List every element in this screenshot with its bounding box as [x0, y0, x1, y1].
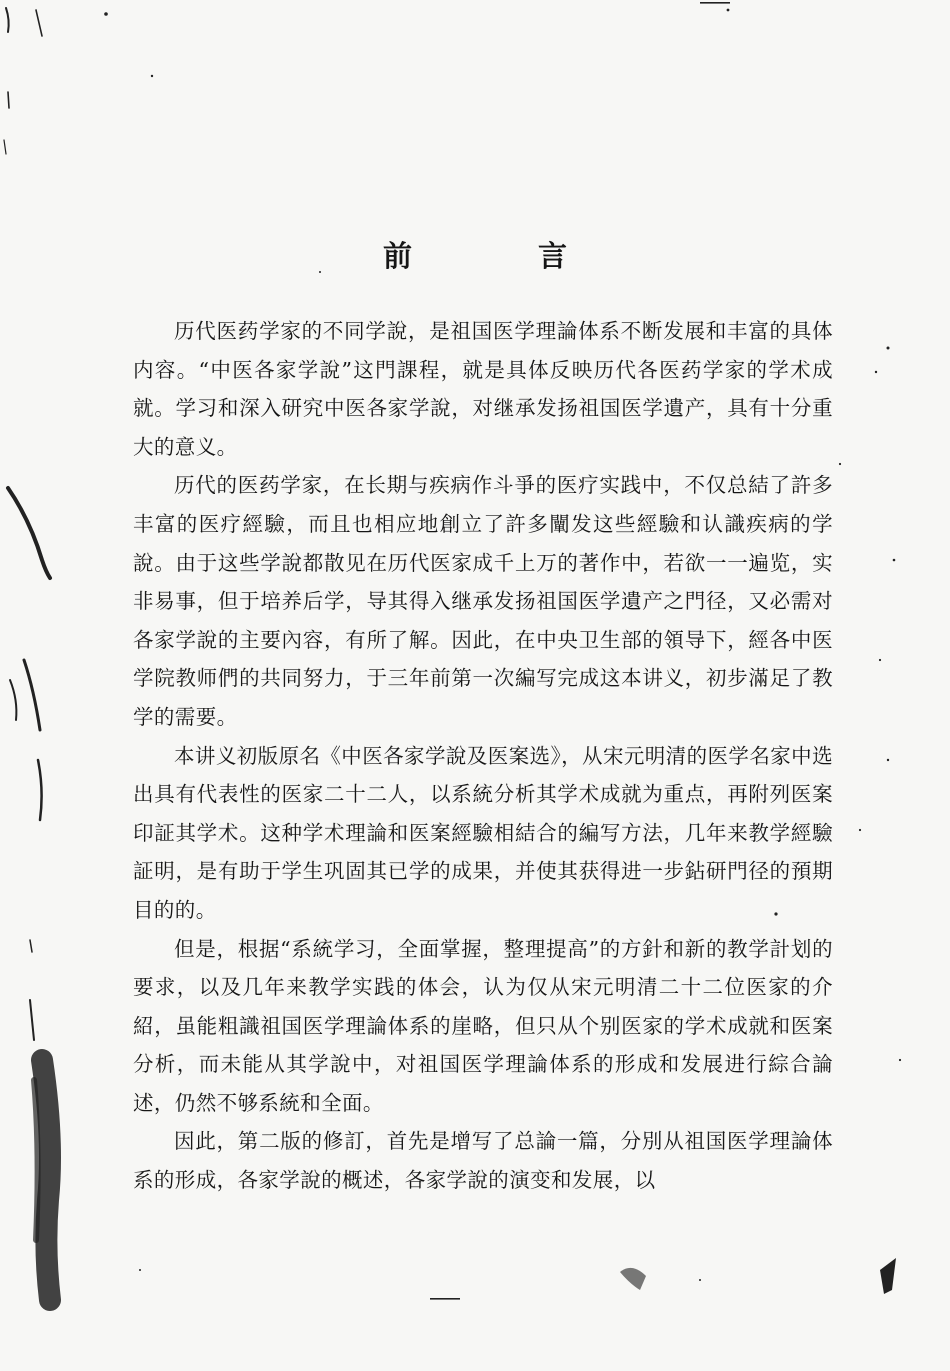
binding-edge-marks — [4, 8, 50, 1300]
paragraph-3: 本讲义初版原名《中医各家学說及医案选》，从宋元明清的医学名家中选出具有代表性的医家二十二人，以系統分析其学术成就为重点，再附列医案印証其学术。这种学术理論和医案經驗相結合的編写方法，几年来教学經驗証明，是有助于学生巩固其已学的成果，并使其获得进一步鉆研門径的預期目的的。 — [133, 743, 833, 922]
page-title: 前 言 — [382, 239, 626, 273]
paragraph-4: 但是，根据“系統学习，全面掌握，整理提高”的方針和新的教学計划的要求，以及几年来教学实践的体会，认为仅从宋元明清二十二位医家的介紹，虽能粗識祖国医学理論体系的崖略，但只从个别医家的学术成就和医案分析，而未能从其学說中，对祖国医学理論体系的形成和发展进行綜合論述，仍然不够系統和全面。 — [133, 936, 833, 1115]
body-text — [133, 312, 833, 1200]
paragraph-1: 历代医药学家的不同学說，是祖国医学理論体系不断发展和丰富的具体内容。“中医各家学說”这門課程，就是具体反映历代各医药学家的学术成就。学习和深入研究中医各家学說，对继承发扬祖国医学遺产，具有十分重大的意义。 — [133, 319, 833, 459]
paragraph-5: 因此，第二版的修訂，首先是增写了总論一篇，分別从祖国医学理論体系的形成，各家学說的概述，各家学說的演变和发展，以 — [133, 1129, 833, 1193]
paragraph-2: 历代的医药学家，在长期与疾病作斗爭的医疗实践中，不仅总結了許多丰富的医疗經驗，而且也相应地創立了許多闡发这些經驗和认識疾病的学說。由于这些学說都散见在历代医家成千上万的著作中，若欲一一遍览，实非易事，但于培养后学，导其得入继承发扬祖国医学遺产之門径，又必需对各家学說的主要內容，有所了解。因此，在中央卫生部的領导下，經各中医学院教师們的共同努力，于三年前第一次編写完成这本讲义，初步滿足了教学的需要。 — [133, 473, 833, 729]
